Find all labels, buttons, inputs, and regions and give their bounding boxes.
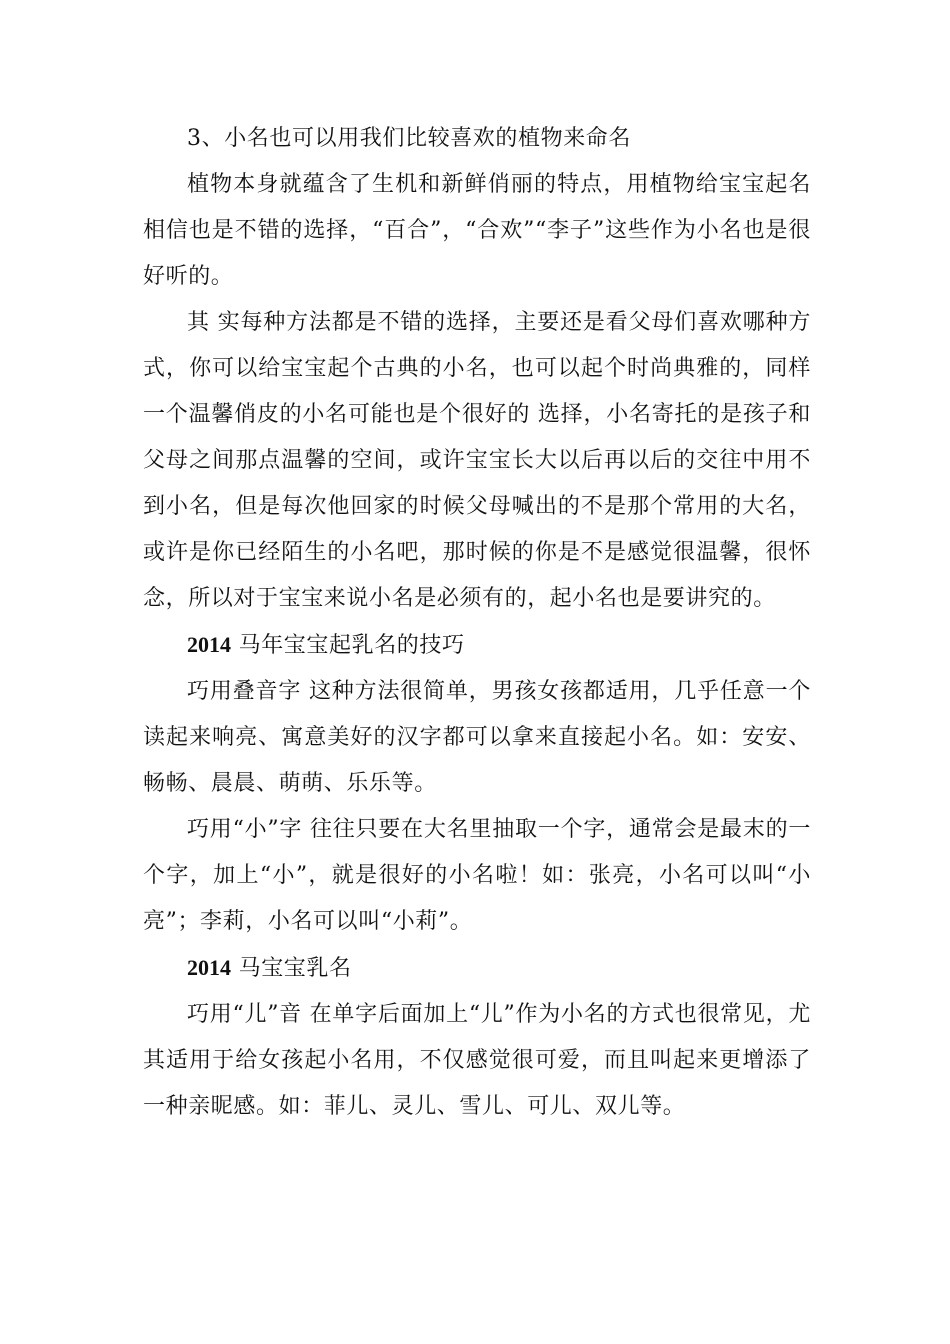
paragraph-er: 巧用“儿”音 在单字后面加上“儿”作为小名的方式也很常见，尤其适用于给女孩起小名用，不仅感觉很可爱，而且叫起来更增添了一种亲昵感。如：菲儿、灵儿、雪儿、可儿、双儿等。 (143, 1002, 811, 1119)
heading-title: 马年宝宝起乳名的技巧 (231, 633, 465, 658)
paragraph-xiao: 巧用“小”字 往往只要在大名里抽取一个字，通常会是最末的一个字，加上“小”，就是很好的小名啦！如：张亮，小名可以叫“小亮”；李莉，小名可以叫“小莉”。 (143, 817, 811, 934)
heading-year: 2014 (187, 632, 231, 657)
section-heading-names (143, 945, 811, 992)
paragraph-summary: 其 实每种方法都是不错的选择，主要还是看父母们喜欢哪种方式，你可以给宝宝起个古典的小名，也可以起个时尚典雅的，同样一个温馨俏皮的小名可能也是个很好的 选择，小名寄托的是孩子和父母之间那点温馨的空间，或许宝宝长大以后再以后的交往中用不到小名，但是每次他回家的时候父母喊出的不是那个常用的大名，或许是你已经陌生的小名吧，那时候的你是不是感觉很温馨，很怀念，所以对于宝宝来说小名是必须有的，起小名也是要讲究的。 (143, 310, 811, 611)
section-heading-tips (143, 622, 811, 669)
document-body (143, 116, 811, 1130)
heading-title: 马宝宝乳名 (231, 956, 352, 981)
paragraph-plants: 植物本身就蕴含了生机和新鲜俏丽的特点，用植物给宝宝起名相信也是不错的选择，“百合”，“合欢”“李子”这些作为小名也是很好听的。 (143, 172, 811, 289)
section-heading-plants: 3、小名也可以用我们比较喜欢的植物来命名 (187, 126, 631, 151)
heading-year: 2014 (187, 955, 231, 980)
paragraph-reduplication: 巧用叠音字 这种方法很简单，男孩女孩都适用，几乎任意一个读起来响亮、寓意美好的汉字都可以拿来直接起小名。如：安安、畅畅、晨晨、萌萌、乐乐等。 (143, 679, 811, 796)
